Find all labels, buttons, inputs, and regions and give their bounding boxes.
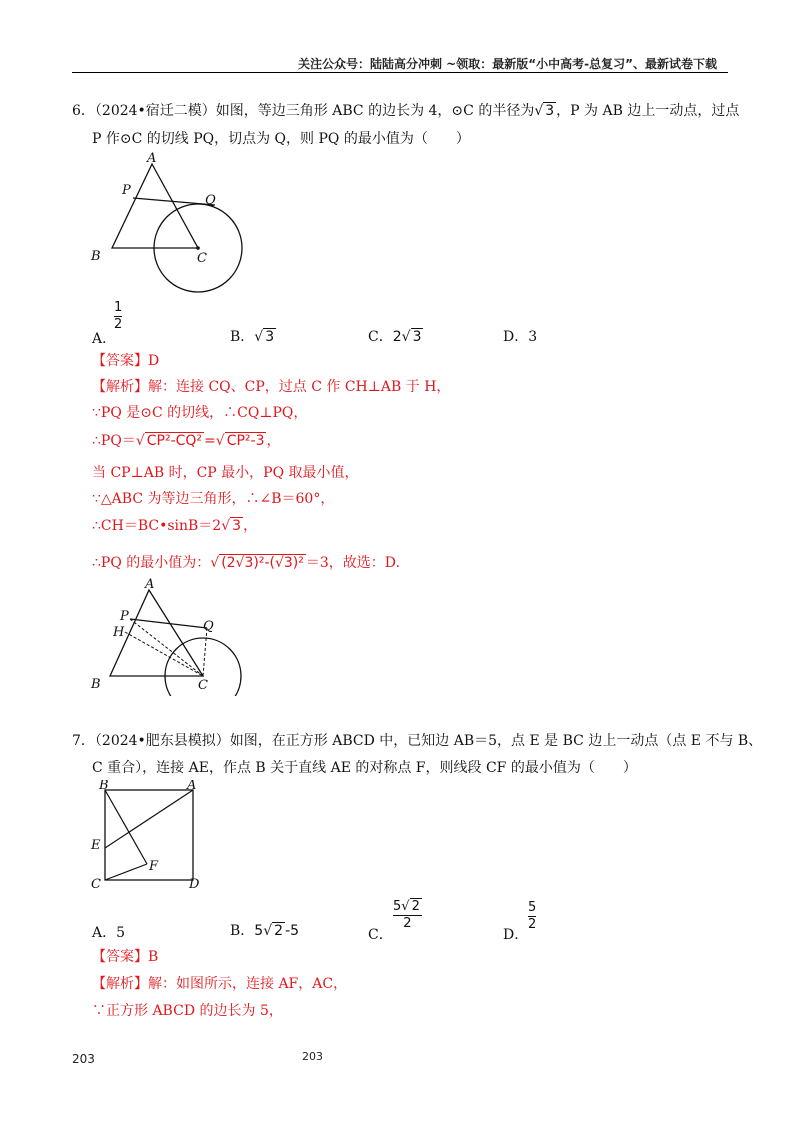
page-number-center: 203 — [302, 1050, 323, 1063]
q6-line2: P 作⊙C 的切线 PQ，切点为 Q，则 PQ 的最小值为（ ） — [92, 131, 470, 147]
q7-line1: 7．（2024•肥东县模拟）如图，在正方形 ABCD 中，已知边 AB＝5，点 E 是 BC 边上一动点（点 E 不与 B、 — [72, 733, 763, 749]
q6-analysis-line1: 【解析】解：连接 CQ、CP，过点 C 作 CH⊥AB 于 H， — [92, 379, 451, 395]
q6-option-d[interactable]: D．3 — [503, 329, 538, 345]
header-divider — [72, 72, 728, 73]
q7-line2: C 重合），连接 AE，作点 B 关于直线 AE 的对称点 F，则线段 CF 的最小值为（ ） — [92, 760, 637, 776]
line-bf — [105, 790, 147, 864]
center-c-dot — [196, 246, 200, 250]
label-q: Q — [205, 193, 216, 208]
fraction-5sqrt2-over-2: 5√ 2 2 — [393, 899, 420, 931]
label-b: B — [91, 249, 101, 264]
q6-option-b[interactable]: B．√ 3 — [230, 329, 275, 345]
line-cq-dashed — [203, 628, 207, 676]
label-h-2: H — [113, 625, 125, 640]
q6-solution-figure — [85, 576, 255, 696]
page-number-left: 203 — [72, 1052, 95, 1066]
q7-figure — [85, 780, 215, 892]
label-a: A — [147, 151, 157, 166]
label-f-3: F — [149, 859, 159, 874]
label-d-3: D — [189, 877, 200, 892]
label-c: C — [197, 251, 207, 266]
label-b-3: B — [99, 780, 109, 793]
label-a-2: A — [145, 577, 155, 592]
q6-analysis-line3: ∴PQ＝√ CP²-CQ² =√ CP²-3 ， — [92, 433, 281, 449]
label-p: P — [122, 183, 131, 198]
label-e-3: E — [91, 838, 101, 853]
fraction-one-half: 1 2 — [114, 300, 123, 332]
fraction-5-over-2: 5 2 — [528, 900, 537, 932]
q6-answer: 【答案】D — [92, 353, 160, 369]
q7-option-d[interactable]: D． — [503, 927, 529, 943]
q6-option-c[interactable]: C．2√ 3 — [368, 329, 422, 345]
q6-analysis-line6: ∴CH＝BC•sinB＝2√ 3 ， — [92, 518, 258, 534]
q7-analysis-line1: 【解析】解：如图所示，连接 AF，AC， — [92, 976, 348, 992]
q6-option-a[interactable]: A． — [92, 331, 117, 347]
q6-analysis-line4: 当 CP⊥AB 时，CP 最小，PQ 取最小值， — [92, 465, 359, 481]
q6-line1: 6．（2024•宿迁二模）如图，等边三角形 ABC 的边长为 4，⊙C 的半径为√ 3 ，P 为 AB 边上一动点，过点 — [72, 100, 739, 122]
q7-option-c[interactable]: C． — [368, 927, 393, 943]
q7-analysis-line2: ∵正方形 ABCD 的边长为 5， — [92, 1003, 283, 1019]
label-a-3: A — [187, 780, 197, 793]
q6-analysis-line2: ∵PQ 是⊙C 的切线，∴CQ⊥PQ， — [92, 405, 308, 421]
label-p-2: P — [120, 609, 129, 624]
q7-answer: 【答案】B — [92, 949, 159, 965]
q7-option-b[interactable]: B．5√ 2 -5 — [230, 923, 300, 939]
q6-analysis-line5: ∵△ABC 为等边三角形，∴∠B＝60°， — [92, 491, 335, 507]
line-cf — [105, 864, 147, 880]
label-q-2: Q — [203, 619, 214, 634]
q6-figure — [85, 148, 255, 298]
q6-analysis-line7: ∴PQ 的最小值为：√ (2√3)²-(√3)² ＝3，故选：D. — [92, 555, 400, 571]
label-c-2: C — [198, 678, 208, 693]
line-ch-dashed — [125, 632, 203, 676]
label-b-2: B — [91, 677, 101, 692]
q7-option-a[interactable]: A．5 — [92, 925, 126, 941]
header-text: 关注公众号：陆陆高分冲刺 ~领取：最新版“小中高考-总复习”、最新试卷下载 — [298, 57, 717, 71]
label-c-3: C — [91, 877, 101, 892]
line-ae — [105, 790, 193, 848]
sqrt-symbol: √ 3 — [534, 103, 555, 119]
